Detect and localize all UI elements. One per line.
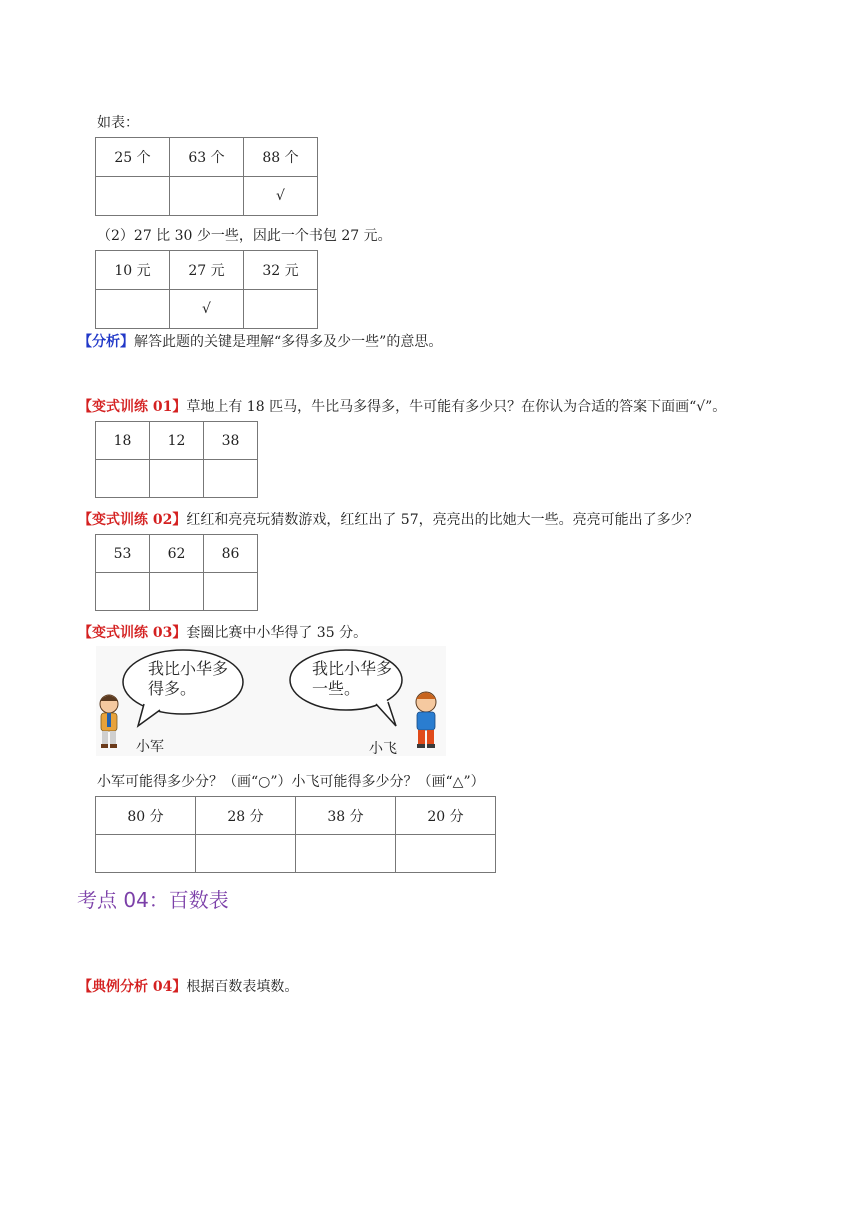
exercise-03-tag: 【变式训练 03】 (78, 625, 187, 641)
table-cell: 12 (150, 422, 204, 460)
example-04-text: 根据百数表填数。 (186, 979, 299, 995)
bubble-right-line-2: 一些。 (312, 679, 361, 698)
answer-cell[interactable] (150, 573, 204, 611)
name-xiaofei: 小飞 (369, 741, 397, 757)
table-cell: 86 (204, 535, 258, 573)
bubble-right-text (312, 659, 392, 699)
answer-cell[interactable] (150, 460, 204, 498)
table-cell: 80 分 (96, 797, 196, 835)
answer-cell[interactable] (96, 460, 150, 498)
exercise-03-table (95, 796, 496, 873)
table-cell (96, 290, 170, 329)
answer-cell[interactable] (96, 835, 196, 873)
table-cell: 28 分 (196, 797, 296, 835)
exercise-02-text: 红红和亮亮玩猜数游戏，红红出了 57，亮亮出的比她大一些。亮亮可能出了多少？ (186, 512, 699, 528)
boy-xiaojun-figure (100, 695, 118, 748)
answer-cell[interactable] (96, 573, 150, 611)
exercise-01-tag: 【变式训练 01】 (78, 399, 187, 415)
answer-cell[interactable] (396, 835, 496, 873)
answer-cell[interactable] (204, 573, 258, 611)
exercise-02-prompt (78, 509, 699, 529)
table-cell: 27 元 (170, 251, 244, 290)
exercise-01-text: 草地上有 18 匹马，牛比马多得多，牛可能有多少只？在你认为合适的答案下面画“√”。 (186, 399, 727, 415)
exercise-03-question: 小军可能得多少分？（画“○”）小飞可能得多少分？（画“△”） (97, 774, 485, 790)
exercise-03-text: 套圈比赛中小华得了 35 分。 (186, 625, 368, 641)
exercise-01-table (95, 421, 258, 498)
bubble-left-line-2: 得多。 (148, 679, 197, 698)
table-cell: 38 (204, 422, 258, 460)
answer-cell[interactable] (196, 835, 296, 873)
example-04-prompt (78, 976, 298, 996)
illustration-two-boys (96, 646, 446, 756)
answer-table-2 (95, 250, 318, 329)
table-cell: 20 分 (396, 797, 496, 835)
table-cell: 53 (96, 535, 150, 573)
table-cell: 88 个 (244, 138, 318, 177)
part2-text: （2）27 比 30 少一些，因此一个书包 27 元。 (97, 228, 392, 244)
answer-cell[interactable] (204, 460, 258, 498)
bubble-left-line-1: 我比小华多 (148, 659, 229, 678)
bubble-left-text (148, 659, 228, 699)
boy-xiaofei-figure (416, 692, 436, 748)
checkmark-cell: √ (244, 177, 318, 216)
analysis-tag: 【分析】 (78, 334, 134, 350)
table-cell: 32 元 (244, 251, 318, 290)
name-xiaojun: 小军 (136, 739, 164, 755)
example-04-tag: 【典例分析 04】 (78, 979, 187, 995)
exercise-03-prompt (78, 622, 367, 642)
table-cell: 25 个 (96, 138, 170, 177)
exercise-01-prompt (78, 396, 726, 416)
table-cell: 18 (96, 422, 150, 460)
table-cell: 63 个 (170, 138, 244, 177)
table-cell (170, 177, 244, 216)
analysis-line (78, 331, 442, 351)
table-cell: 38 分 (296, 797, 396, 835)
table-cell (244, 290, 318, 329)
table-cell: 10 元 (96, 251, 170, 290)
analysis-text: 解答此题的关键是理解“多得多及少一些”的意思。 (134, 334, 443, 350)
checkmark-cell: √ (170, 290, 244, 329)
answer-table-1 (95, 137, 318, 216)
exercise-02-table (95, 534, 258, 611)
bubble-right-line-1: 我比小华多 (312, 659, 393, 678)
section-heading: 考点 04：百数表 (77, 888, 229, 912)
exercise-02-tag: 【变式训练 02】 (78, 512, 187, 528)
answer-cell[interactable] (296, 835, 396, 873)
table-cell: 62 (150, 535, 204, 573)
intro-label: 如表： (97, 115, 139, 131)
table-cell (96, 177, 170, 216)
